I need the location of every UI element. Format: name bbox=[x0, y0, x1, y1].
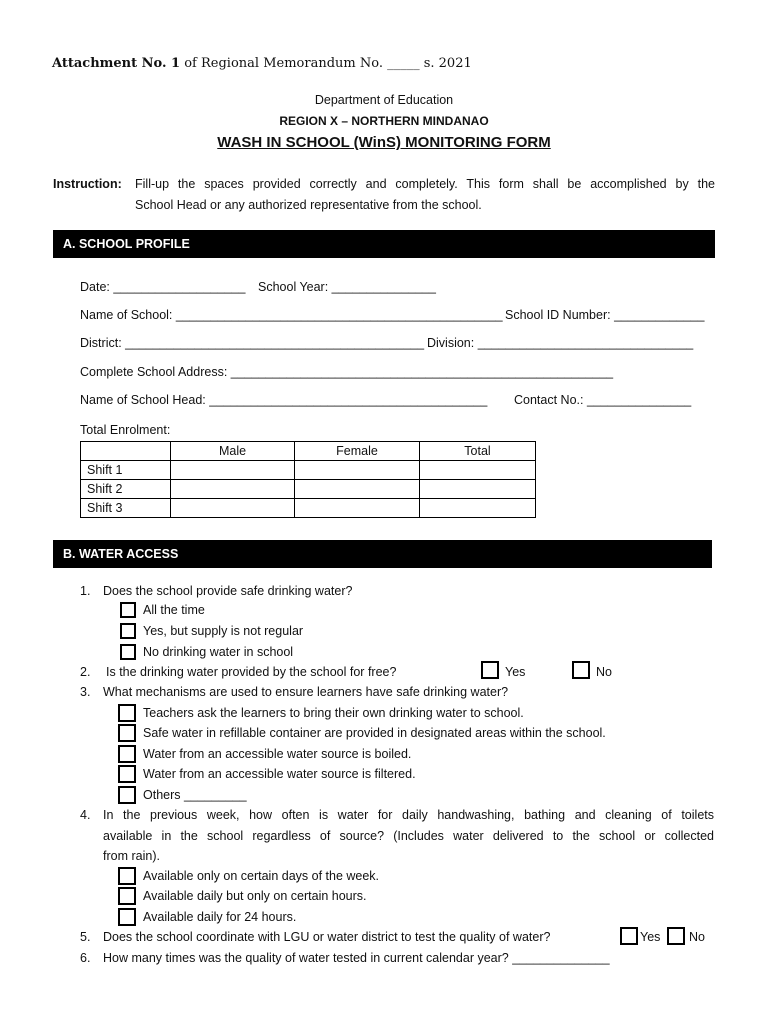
q4-option-2-checkbox[interactable] bbox=[118, 887, 136, 905]
q4-number: 4. bbox=[80, 808, 91, 822]
q3-option-1-checkbox[interactable] bbox=[118, 704, 136, 722]
table-row bbox=[81, 499, 536, 518]
total-cell[interactable] bbox=[420, 461, 536, 480]
division-field[interactable]: Division: _______________________________ bbox=[427, 336, 694, 350]
q2-no-label: No bbox=[596, 665, 612, 679]
q5-no-label: No bbox=[689, 930, 705, 944]
district-field[interactable]: District: ___________________________________________ bbox=[80, 336, 425, 350]
q2-text: Is the drinking water provided by the school for free? bbox=[106, 665, 397, 679]
q1-option-2-label: Yes, but supply is not regular bbox=[143, 624, 304, 638]
table-header-cell bbox=[81, 442, 171, 461]
q1-option-2-checkbox[interactable] bbox=[120, 623, 136, 639]
form-title: WASH IN SCHOOL (WinS) MONITORING FORM bbox=[217, 134, 551, 151]
q6-number: 6. bbox=[80, 951, 91, 965]
date-field[interactable]: Date: ___________________ bbox=[80, 280, 246, 294]
total-cell[interactable] bbox=[420, 480, 536, 499]
table-header-cell: Male bbox=[171, 442, 295, 461]
q4-option-1-label: Available only on certain days of the week. bbox=[143, 869, 380, 883]
female-cell[interactable] bbox=[295, 480, 420, 499]
table-header-cell: Female bbox=[295, 442, 420, 461]
table-header-row bbox=[81, 442, 536, 461]
school-id-field[interactable]: School ID Number: _____________ bbox=[505, 308, 705, 322]
school-year-field[interactable]: School Year: _______________ bbox=[258, 280, 436, 294]
table-row bbox=[81, 480, 536, 499]
q5-no-checkbox[interactable] bbox=[667, 927, 685, 945]
q4-option-3-checkbox[interactable] bbox=[118, 908, 136, 926]
shift-label: Shift 2 bbox=[81, 480, 171, 499]
total-cell[interactable] bbox=[420, 499, 536, 518]
address-field[interactable]: Complete School Address: _______________________________________________________ bbox=[80, 365, 614, 379]
q2-yes-checkbox[interactable] bbox=[481, 661, 499, 679]
q3-option-2-label: Safe water in refillable container are provided in designated areas within the school. bbox=[143, 726, 606, 740]
q1-option-3-label: No drinking water in school bbox=[143, 645, 294, 659]
section-b-banner bbox=[53, 540, 712, 568]
q2-no-checkbox[interactable] bbox=[572, 661, 590, 679]
q5-text: Does the school coordinate with LGU or water district to test the quality of water? bbox=[103, 930, 551, 944]
school-head-field[interactable]: Name of School Head: ________________________________________ bbox=[80, 393, 488, 407]
instruction-line-1: Fill-up the spaces provided correctly and completely. This form shall be accomplished by the bbox=[135, 177, 715, 191]
q5-yes-label: Yes bbox=[640, 930, 661, 944]
q3-option-5-checkbox[interactable] bbox=[118, 786, 136, 804]
q3-option-4-checkbox[interactable] bbox=[118, 765, 136, 783]
total-enrolment-label: Total Enrolment: bbox=[80, 423, 171, 437]
region-name: REGION X – NORTHERN MINDANAO bbox=[279, 114, 489, 128]
department-name: Department of Education bbox=[314, 93, 454, 107]
q3-option-1-label: Teachers ask the learners to bring their own drinking water to school. bbox=[143, 706, 524, 720]
q3-option-2-checkbox[interactable] bbox=[118, 724, 136, 742]
q2-number: 2. bbox=[80, 665, 91, 679]
q5-yes-checkbox[interactable] bbox=[620, 927, 638, 945]
school-name-field[interactable]: Name of School: _______________________________________________ bbox=[80, 308, 503, 322]
q4-option-3-label: Available daily for 24 hours. bbox=[143, 910, 297, 924]
female-cell[interactable] bbox=[295, 461, 420, 480]
table-row bbox=[81, 461, 536, 480]
q4-option-1-checkbox[interactable] bbox=[118, 867, 136, 885]
q1-number: 1. bbox=[80, 584, 91, 598]
q4-text-line-2: available in the school regardless of source? (Includes water delivered to the school or collected bbox=[103, 829, 714, 843]
section-a-title: A. SCHOOL PROFILE bbox=[63, 237, 190, 251]
q2-yes-label: Yes bbox=[505, 665, 526, 679]
q4-text-line-1: In the previous week, how often is water for daily handwashing, bathing and cleaning of toilets bbox=[103, 808, 714, 822]
q3-option-3-checkbox[interactable] bbox=[118, 745, 136, 763]
instruction-line-2: School Head or any authorized representative from the school. bbox=[135, 198, 482, 212]
male-cell[interactable] bbox=[171, 480, 295, 499]
instruction-label: Instruction: bbox=[53, 177, 122, 191]
table-header-cell: Total bbox=[420, 442, 536, 461]
q3-number: 3. bbox=[80, 685, 91, 699]
section-b-title: B. WATER ACCESS bbox=[63, 547, 179, 561]
attachment-memo: of Regional Memorandum No. _____ s. 2021 bbox=[184, 56, 472, 71]
q1-option-1-label: All the time bbox=[143, 603, 205, 617]
shift-label: Shift 3 bbox=[81, 499, 171, 518]
attachment-line bbox=[52, 56, 472, 71]
shift-label: Shift 1 bbox=[81, 461, 171, 480]
q3-option-3-label: Water from an accessible water source is boiled. bbox=[143, 747, 412, 761]
male-cell[interactable] bbox=[171, 461, 295, 480]
enrolment-table bbox=[80, 441, 536, 518]
q3-option-5-label: Others _________ bbox=[143, 788, 247, 802]
contact-field[interactable]: Contact No.: _______________ bbox=[514, 393, 692, 407]
q3-option-4-label: Water from an accessible water source is filtered. bbox=[143, 767, 416, 781]
attachment-label: Attachment No. 1 bbox=[52, 56, 181, 71]
q3-text: What mechanisms are used to ensure learners have safe drinking water? bbox=[103, 685, 509, 699]
q4-option-2-label: Available daily but only on certain hours. bbox=[143, 889, 367, 903]
male-cell[interactable] bbox=[171, 499, 295, 518]
q1-option-1-checkbox[interactable] bbox=[120, 602, 136, 618]
q4-text-line-3: from rain). bbox=[103, 849, 160, 863]
q6-text[interactable]: How many times was the quality of water tested in current calendar year? ______________ bbox=[103, 951, 610, 965]
q1-option-3-checkbox[interactable] bbox=[120, 644, 136, 660]
section-a-banner bbox=[53, 230, 715, 258]
q1-text: Does the school provide safe drinking water? bbox=[103, 584, 353, 598]
q5-number: 5. bbox=[80, 930, 91, 944]
female-cell[interactable] bbox=[295, 499, 420, 518]
